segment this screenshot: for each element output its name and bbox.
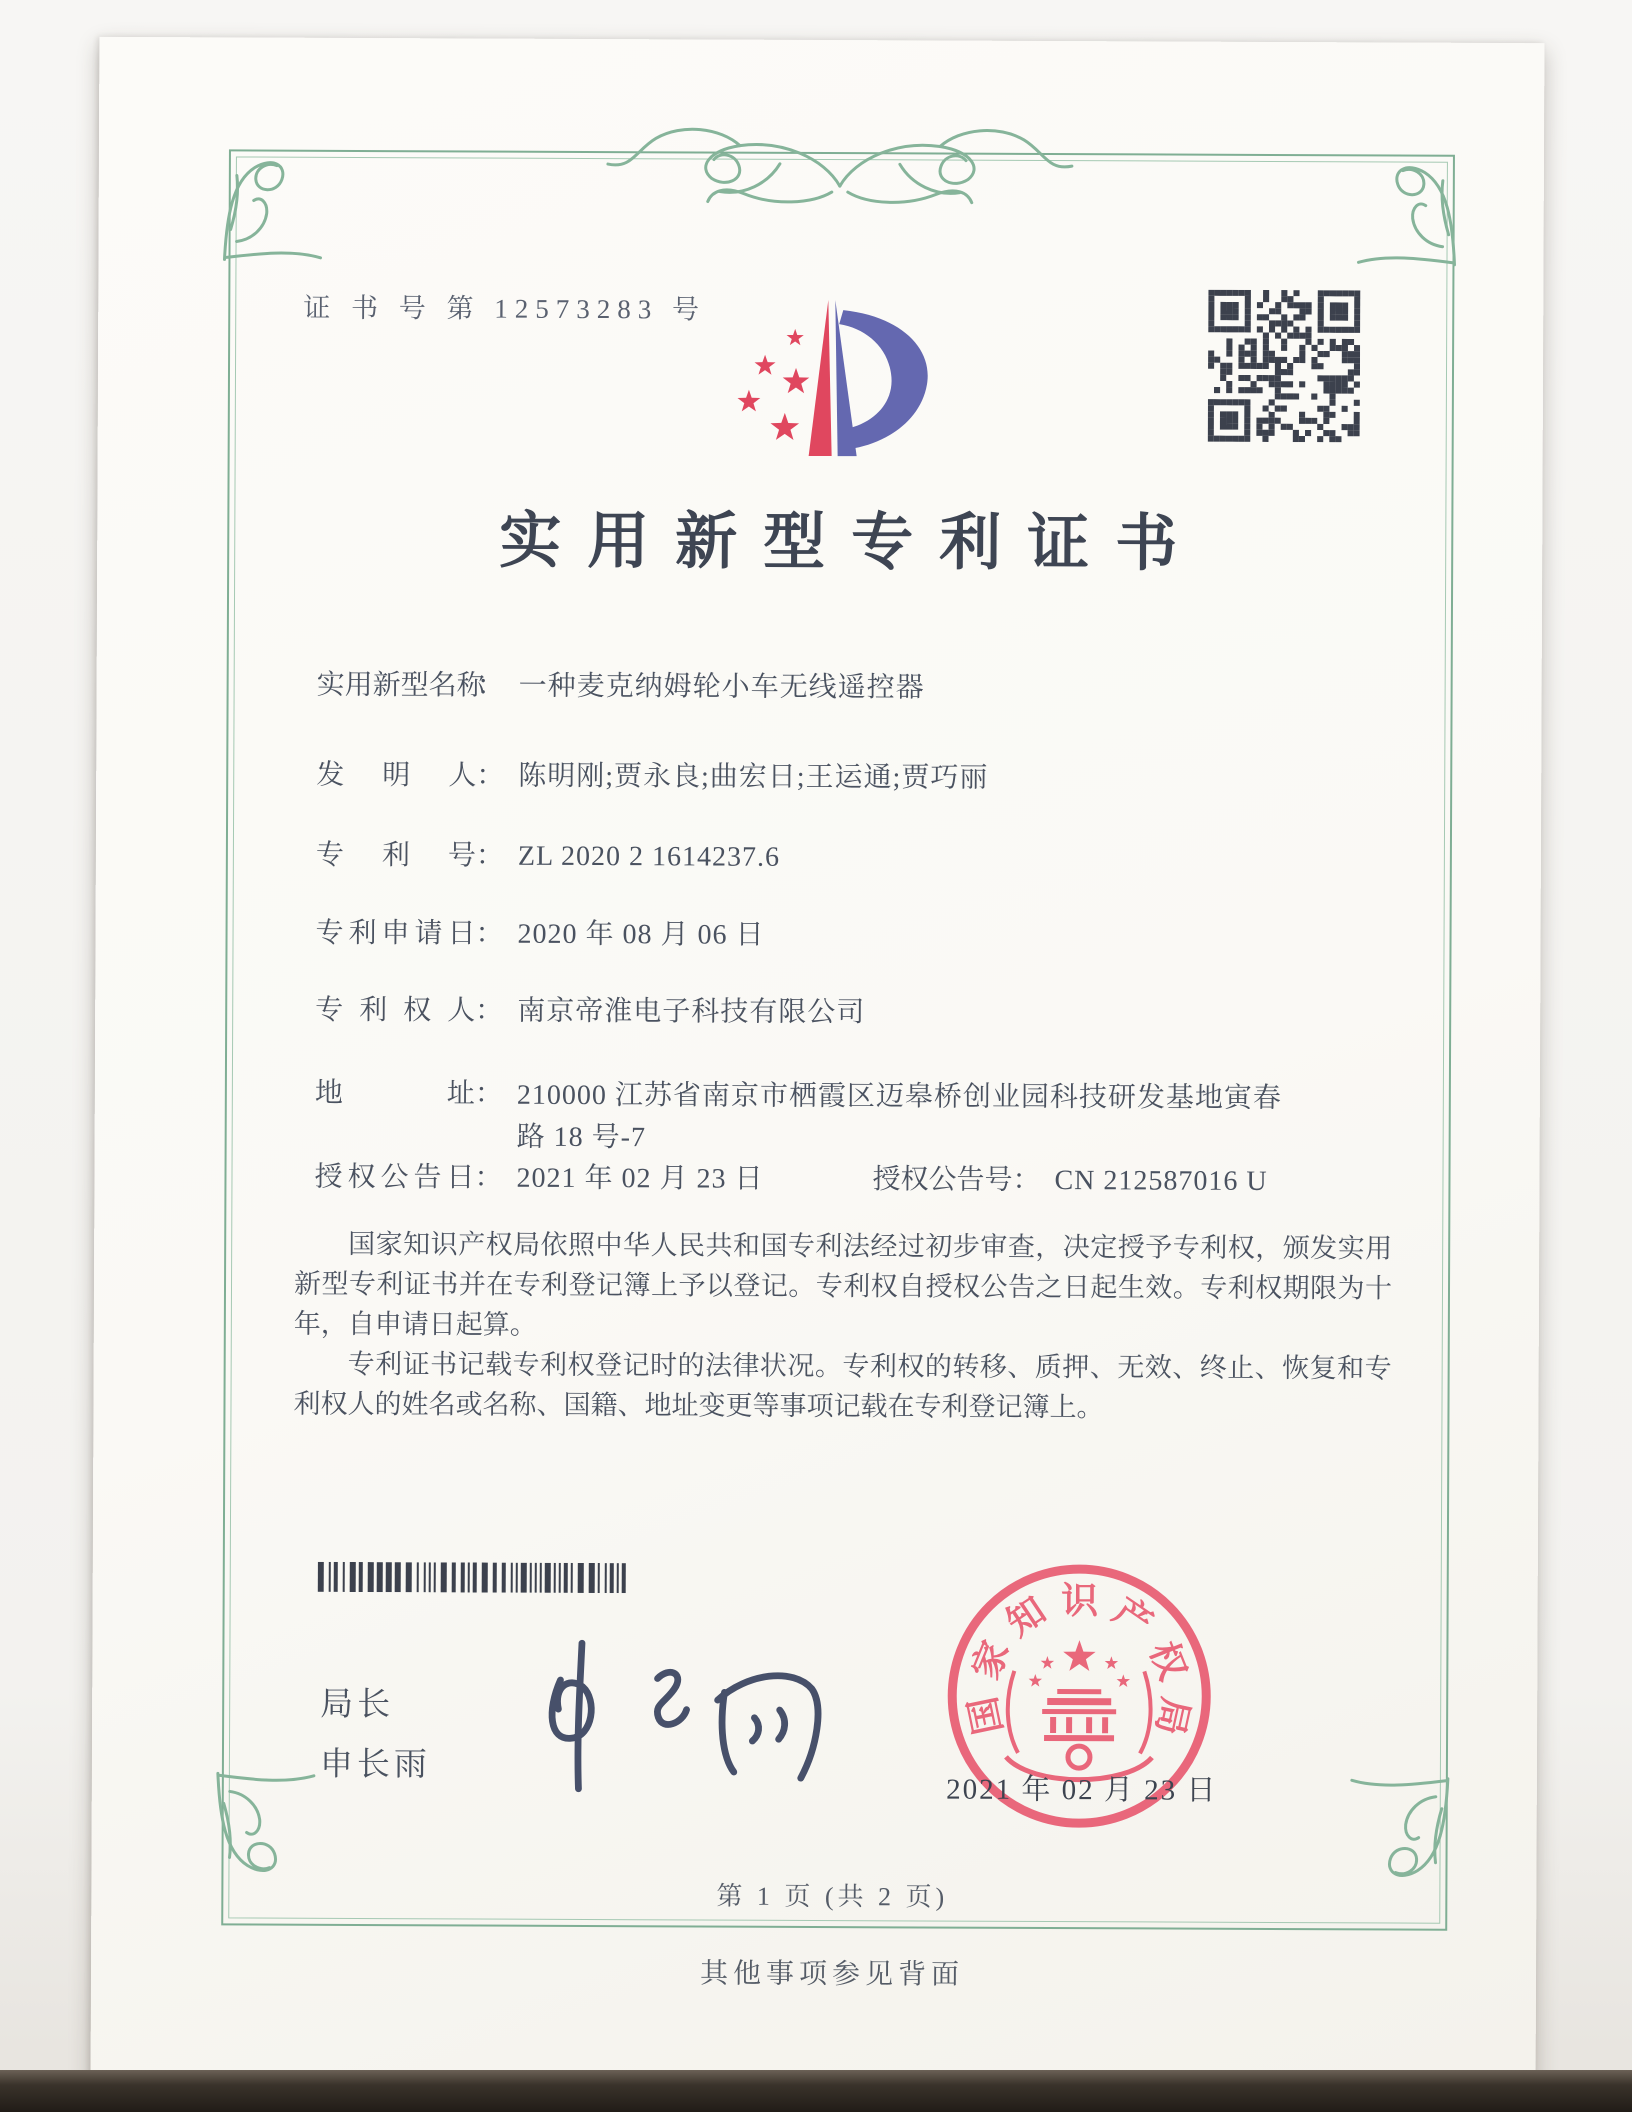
svg-text:产: 产 — [1105, 1590, 1160, 1646]
certificate-number: 证 书 号 第 12573283 号 — [303, 292, 707, 325]
field-colon: ： — [475, 995, 504, 1027]
field-colon: ： — [474, 1078, 503, 1110]
field-label: 实用新型名称 — [316, 669, 485, 702]
qr-code — [1208, 290, 1361, 443]
field-value: ZL 2020 2 1614237.6 — [517, 840, 781, 873]
field-label: 专利申请日 — [315, 917, 476, 950]
field-label: 地址 — [314, 1077, 475, 1110]
certificate-title: 实用新型专利证书 — [499, 507, 1204, 579]
field-label: 发明人 — [316, 759, 477, 792]
field-colon: ： — [476, 670, 505, 702]
field-row-name — [317, 666, 925, 709]
svg-text:局: 局 — [1147, 1693, 1196, 1739]
frame-top-center-ornament — [600, 105, 1080, 217]
field-value: 南京帝淮电子科技有限公司 — [517, 995, 866, 1029]
signer-name: 申长雨 — [319, 1746, 432, 1784]
field-row-inventors — [316, 756, 988, 799]
frame-corner-ornament-top-left — [216, 137, 337, 268]
seal-date: 2021 年 02 月 23 日 — [946, 1773, 1218, 1807]
field-colon: ： — [1012, 1164, 1041, 1196]
field-value: 210000 江苏省南京市栖霞区迈皋桥创业园科技研发基地寅春路 18 号-7 — [516, 1079, 1282, 1154]
field-colon: ： — [476, 760, 505, 792]
page-indicator: 第 1 页 (共 2 页) — [716, 1881, 949, 1912]
legal-paragraph-2: 专利证书记载专利权登记时的法律状况。专利权的转移、质押、无效、终止、恢复和专利权人的姓名或名称、国籍、地址变更等事项记载在专利登记簿上。 — [293, 1348, 1392, 1423]
svg-text:国: 国 — [962, 1693, 1011, 1738]
back-side-note: 其他事项参见背面 — [699, 1958, 965, 1991]
grant-date: 2021 年 02 月 23 日 — [516, 1162, 764, 1195]
field-row-address — [315, 1074, 1287, 1162]
certificate-paper — [91, 37, 1545, 2085]
field-colon: ： — [474, 1162, 503, 1194]
field-label: 专利号 — [315, 839, 476, 872]
field-label: 专利权人 — [315, 994, 476, 1027]
field-row-grant — [314, 1158, 1268, 1200]
commissioner-signature — [500, 1627, 831, 1808]
cnipa-logo — [693, 277, 964, 478]
frame-corner-ornament-top-right — [1342, 142, 1463, 273]
svg-text:家: 家 — [965, 1635, 1018, 1686]
field-row-patent-number — [316, 836, 780, 878]
svg-text:权: 权 — [1141, 1636, 1193, 1686]
field-value: 一种麦克纳姆轮小车无线遥控器 — [518, 670, 925, 704]
field-colon: ： — [475, 918, 504, 950]
legal-text — [293, 1224, 1392, 1429]
photo-table-edge — [0, 2070, 1632, 2112]
svg-text:识: 识 — [1061, 1581, 1099, 1623]
field-row-filing-date — [315, 914, 764, 956]
field-colon: ： — [475, 840, 504, 872]
field-row-patentee — [315, 991, 865, 1033]
barcode — [318, 1562, 630, 1593]
svg-text:知: 知 — [999, 1590, 1054, 1645]
grant-number-group — [872, 1160, 1267, 1202]
grant-number: CN 212587016 U — [1054, 1165, 1268, 1197]
legal-paragraph-1: 国家知识产权局依照中华人民共和国专利法经过初步审查，决定授予专利权，颁发实用新型专利证书并在专利登记簿上予以登记。专利权自授权公告之日起生效。专利权期限为十年，自申请日起算。 — [293, 1228, 1393, 1340]
field-label: 授权公告日 — [314, 1161, 475, 1194]
field-value: 2020 年 08 月 06 日 — [517, 918, 765, 951]
field-value: 陈明刚;贾永良;曲宏日;王运通;贾巧丽 — [518, 760, 989, 794]
signer-title: 局长 — [320, 1686, 395, 1724]
grant-number-label: 授权公告号 — [872, 1164, 1013, 1196]
